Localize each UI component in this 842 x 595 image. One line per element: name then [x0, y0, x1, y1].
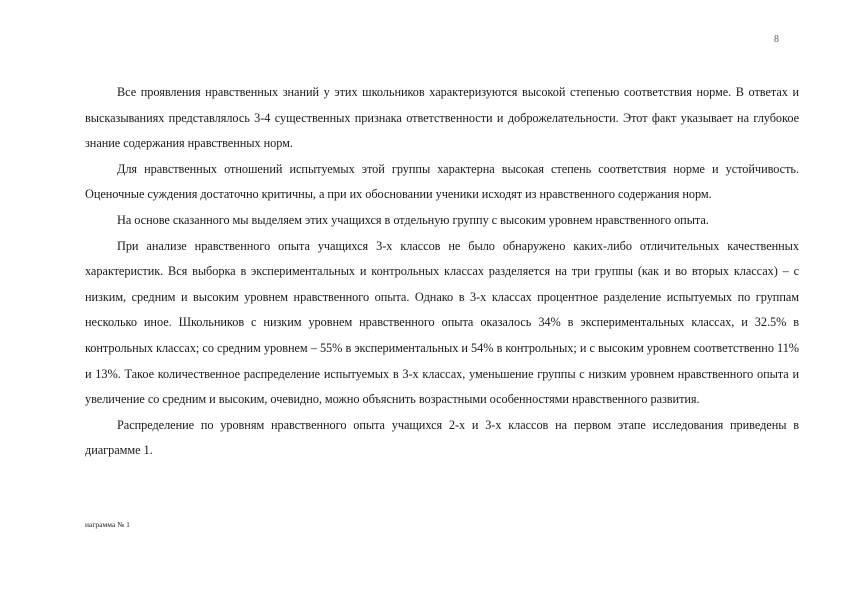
paragraph-4: При анализе нравственного опыта учащихся 3-х классов не было обнаружено каких-либо отличительных качественных характеристик. Вся выборка в экспериментальных и контрольных классах разделяется на три группы (как и во вторых классах) – с низким, средним и высоким уровнем нравственного опыта. Однако в 3-х классах процентное разделение испытуемых по группам несколько иное. Школьников с низким уровнем нравственного опыта оказалось 34% в экспериментальных классах, и 32.5% в контрольных классах; со средним уровнем – 55% в экспериментальных и 54% в контрольных; и с высоким уровнем соответственно 11% и 13%. Такое количественное распределение испытуемых в 3-х классах, уменьшение группы с низким уровнем нравственного опыта и увеличение со средним и высоким, очевидно, можно объяснить возрастными особенностями нравственного развития. — [85, 238, 799, 407]
diagram-caption: иаграмма № 1 — [85, 520, 130, 529]
paragraph-3: На основе сказанного мы выделяем этих учащихся в отдельную группу с высоким уровнем нравственного опыта. — [117, 212, 709, 227]
paragraph-2: Для нравственных отношений испытуемых этой группы характерна высокая степень соответствия норме и устойчивость. Оценочные суждения достаточно критичны, а при их обосновании ученики исходят из нравственного содержания норм. — [85, 161, 799, 202]
page-number: 8 — [774, 34, 779, 45]
document-body — [85, 80, 799, 464]
paragraph-1: Все проявления нравственных знаний у этих школьников характеризуются высокой степенью соответствия норме. В ответах и высказываниях представлялось 3-4 существенных признака ответственности и доброжелательности. Этот факт указывает на глубокое знание содержания нравственных норм. — [85, 85, 799, 151]
paragraph-5: Распределение по уровням нравственного опыта учащихся 2-х и 3-х классов на первом этапе исследования приведены в диаграмме 1. — [85, 417, 799, 458]
